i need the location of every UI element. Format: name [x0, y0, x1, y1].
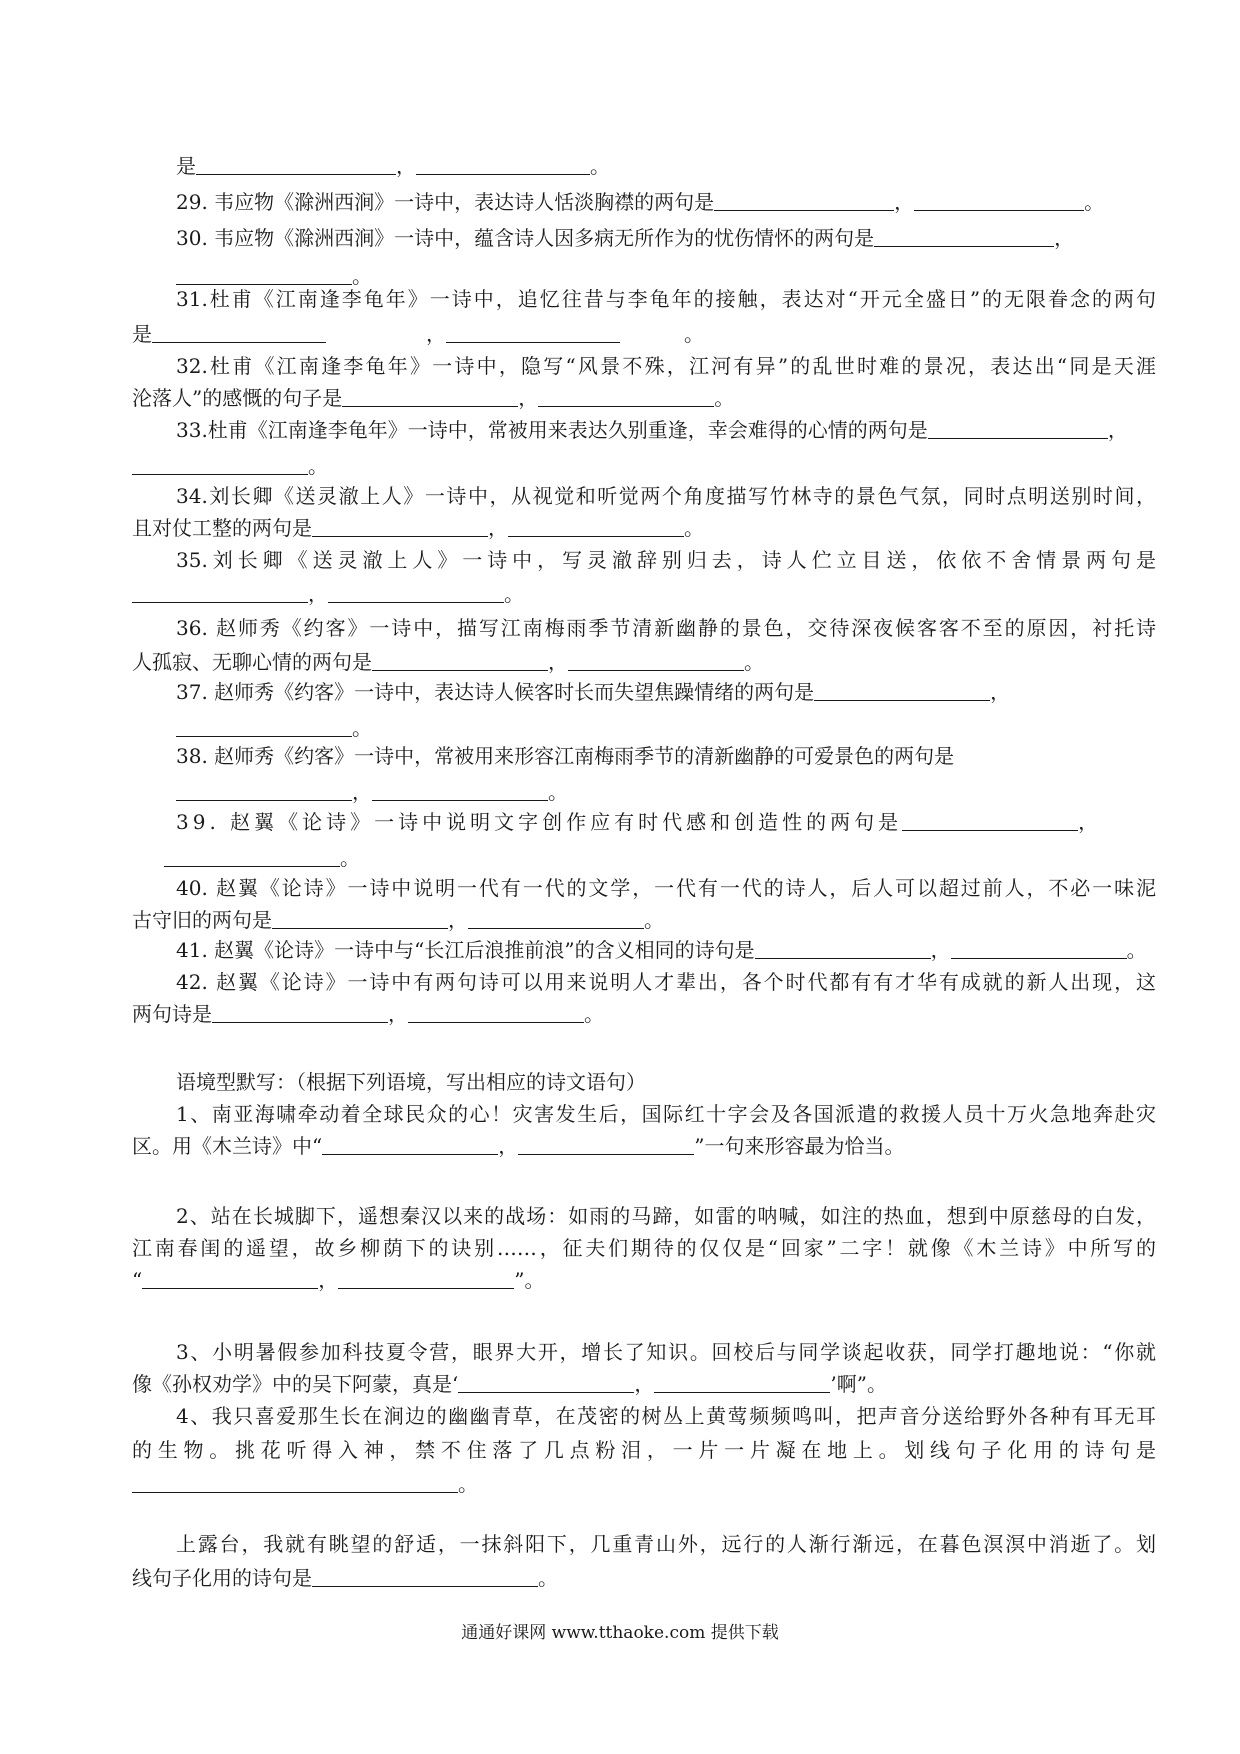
comma: ， [634, 1372, 655, 1396]
comma: ， [318, 1268, 339, 1292]
answer-blank[interactable] [654, 1370, 830, 1393]
period: 。 [1084, 190, 1105, 214]
question-36: 36. 赵师秀《约客》一诗中，描写江南梅雨季节清新幽静的景色，交待深夜候客客不至的原因，衬托诗 [176, 616, 1156, 640]
question-text: 30. 韦应物《滁洲西涧》一诗中，蕴含诗人因多病无所作为的忧伤情怀的两句是 [176, 226, 875, 250]
answer-blank[interactable] [322, 1132, 498, 1155]
answer-blank[interactable] [272, 906, 448, 929]
answer-blank[interactable] [196, 152, 396, 175]
comma: ， [396, 154, 416, 178]
period: 。 [458, 1472, 478, 1496]
question-text: 38. 赵师秀《约客》一诗中，常被用来形容江南梅雨季节的清新幽静的可爱景色的两句是 [176, 744, 955, 768]
context-2-cont [132, 1264, 544, 1296]
period: 。 [548, 780, 568, 804]
context-3: 3、小明暑假参加科技夏令营，眼界大开，增长了知识。回校后与同学谈起收获，同学打趣地说：“你就 [176, 1340, 1156, 1364]
comma: ， [388, 1002, 408, 1026]
answer-blank[interactable] [568, 648, 744, 671]
question-text: 人孤寂、无聊心情的两句是 [132, 650, 372, 674]
comma: ， [352, 780, 372, 804]
answer-blank[interactable] [874, 224, 1054, 247]
question-34: 34.刘长卿《送灵澈上人》一诗中，从视觉和听觉两个角度描写竹林寺的景色气氛，同时点明送别时间， [176, 484, 1156, 508]
question-35: 35.刘长卿《送灵澈上人》一诗中，写灵澈辞别归去，诗人伫立目送，依依不舍情景两句是 [176, 548, 1156, 572]
answer-blank[interactable] [164, 844, 340, 867]
answer-blank[interactable] [342, 384, 518, 407]
answer-blank[interactable] [446, 320, 620, 343]
period: 。 [684, 322, 704, 346]
comma: ， [1107, 418, 1128, 442]
answer-blank[interactable] [914, 188, 1084, 211]
answer-blank[interactable] [468, 906, 644, 929]
answer-blank[interactable] [212, 1000, 388, 1023]
question-34-cont [132, 512, 704, 544]
period: 。 [644, 908, 664, 932]
question-text: 是 [132, 322, 152, 346]
answer-blank[interactable] [951, 936, 1127, 959]
question-31: 31.杜甫《江南逢李龟年》一诗中，追忆往昔与李龟年的接触，表达对“开元全盛日”的无限眷念的两句 [176, 287, 1156, 311]
answer-blank[interactable] [132, 1470, 458, 1493]
comma: ， [1054, 226, 1075, 250]
period: 。 [352, 716, 372, 740]
answer-blank[interactable] [928, 416, 1108, 439]
period: 。 [584, 1002, 604, 1026]
comma: ， [426, 322, 446, 346]
context-text: 线句子化用的诗句是 [132, 1566, 312, 1590]
period: 。 [684, 516, 704, 540]
answer-blank[interactable] [372, 778, 548, 801]
question-text: 古守旧的两句是 [132, 908, 272, 932]
question-36-cont [132, 646, 764, 678]
question-31-cont [132, 318, 704, 350]
question-text: 33.杜甫《江南逢李龟年》一诗中，常被用来表达久别重逢，幸会难得的心情的两句是 [176, 418, 928, 442]
context-4-b: 的生物。挑花听得入神，禁不住落了几点粉泪，一片一片凝在地上。划线句子化用的诗句是 [132, 1438, 1156, 1462]
answer-blank[interactable] [176, 714, 352, 737]
answer-blank[interactable] [176, 778, 352, 801]
answer-blank[interactable] [132, 452, 308, 475]
context-3-cont [132, 1368, 887, 1400]
question-text: 37. 赵师秀《约客》一诗中，表达诗人候客时长而失望焦躁情绪的两句是 [176, 680, 815, 704]
answer-blank[interactable] [508, 514, 684, 537]
page-footer: 通通好课网 www.tthaoke.com 提供下载 [461, 1623, 779, 1643]
answer-blank[interactable] [312, 514, 488, 537]
period: 。 [744, 650, 764, 674]
comma: ， [308, 582, 328, 606]
answer-blank[interactable] [518, 1132, 694, 1155]
comma: ， [894, 190, 915, 214]
question-42-cont [132, 998, 604, 1030]
comma: ， [488, 516, 508, 540]
context-1-cont [132, 1130, 904, 1162]
question-38 [176, 740, 954, 772]
period: 。 [308, 454, 328, 478]
answer-blank[interactable] [132, 580, 308, 603]
question-32: 32.杜甫《江南逢李龟年》一诗中，隐写“风景不殊，江河有异”的乱世时难的景况，表达出“同是天涯 [176, 354, 1156, 378]
answer-blank[interactable] [814, 678, 990, 701]
context-5-cont [132, 1562, 558, 1594]
answer-blank[interactable] [152, 320, 326, 343]
question-33 [176, 414, 1128, 446]
period: 。 [340, 846, 360, 870]
answer-blank[interactable] [458, 1370, 634, 1393]
question-33-cont [132, 450, 328, 482]
context-text: 像《孙权劝学》中的吴下阿蒙，真是‘ [132, 1372, 459, 1396]
period: 。 [590, 154, 610, 178]
answer-blank[interactable] [312, 1564, 538, 1587]
answer-blank[interactable] [416, 152, 590, 175]
answer-blank[interactable] [328, 580, 504, 603]
question-text: 且对仗工整的两句是 [132, 516, 312, 540]
context-text: ”。 [514, 1268, 545, 1292]
question-37 [176, 676, 1010, 708]
question-text: 29. 韦应物《滁洲西涧》一诗中，表达诗人恬淡胸襟的两句是 [176, 190, 715, 214]
period: 。 [504, 582, 524, 606]
context-text: 区。用《木兰诗》中“ [132, 1134, 323, 1158]
q28-tail [176, 150, 610, 182]
question-30 [176, 222, 1074, 254]
question-text: 两句诗是 [132, 1002, 212, 1026]
answer-blank[interactable] [338, 1266, 514, 1289]
question-32-cont [132, 382, 734, 414]
context-1: 1、南亚海啸牵动着全球民众的心！灾害发生后，国际红十字会及各国派遣的救援人员十万火急地奔赴灾 [176, 1102, 1156, 1126]
question-35-cont [132, 578, 524, 610]
comma: ， [990, 680, 1011, 704]
comma: ， [1078, 810, 1099, 834]
q28-tail-text: 是 [176, 154, 196, 178]
context-2: 2、站在长城脚下，遥想秦汉以来的战场：如雨的马蹄，如雷的呐喊，如注的热血，想到中原慈母的白发， [176, 1204, 1156, 1228]
question-39 [176, 806, 1098, 838]
answer-blank[interactable] [142, 1266, 318, 1289]
question-41 [176, 934, 1147, 966]
answer-blank[interactable] [902, 808, 1078, 831]
context-text: ’啊”。 [830, 1372, 887, 1396]
question-text: 41. 赵翼《论诗》一诗中与“长江后浪推前浪”的含义相同的诗句是 [176, 938, 755, 962]
comma: ， [448, 908, 468, 932]
answer-blank[interactable] [408, 1000, 584, 1023]
section-heading: 语境型默写：（根据下列语境，写出相应的诗文语句） [176, 1070, 646, 1094]
question-38-cont [176, 776, 568, 808]
question-42: 42. 赵翼《论诗》一诗中有两句诗可以用来说明人才辈出，各个时代都有有才华有成就的新人出现，这 [176, 970, 1156, 994]
answer-blank[interactable] [538, 384, 714, 407]
context-text: “ [132, 1268, 143, 1292]
answer-blank[interactable] [176, 262, 352, 285]
context-4-cont [132, 1468, 478, 1500]
context-5: 上露台，我就有眺望的舒适，一抹斜阳下，几重青山外，远行的人渐行渐远，在暮色溟溟中消逝了。划 [176, 1532, 1156, 1556]
context-2-b: 江南春闺的遥望，故乡柳荫下的诀别……，征夫们期待的仅仅是“回家”二字！就像《木兰诗》中所写的 [132, 1236, 1156, 1260]
question-40-cont [132, 904, 664, 936]
context-text: ”一句来形容最为恰当。 [694, 1134, 905, 1158]
comma: ， [930, 938, 951, 962]
comma: ， [498, 1134, 519, 1158]
comma: ， [518, 386, 539, 410]
answer-blank[interactable] [755, 936, 931, 959]
answer-blank[interactable] [372, 648, 548, 671]
question-text: 39. 赵翼《论诗》一诗中说明文字创作应有时代感和创造性的两句是 [176, 810, 903, 834]
period: 。 [714, 386, 735, 410]
question-39-cont [164, 842, 360, 874]
period: 。 [538, 1566, 558, 1590]
answer-blank[interactable] [714, 188, 894, 211]
context-4: 4、我只喜爱那生长在涧边的幽幽青草，在茂密的树丛上黄莺频频鸣叫，把声音分送给野外各种有耳无耳 [176, 1404, 1156, 1428]
comma: ， [548, 650, 568, 674]
question-29 [176, 186, 1104, 218]
period: 。 [352, 264, 372, 288]
question-40: 40. 赵翼《论诗》一诗中说明一代有一代的文学，一代有一代的诗人，后人可以超过前人，不必一味泥 [176, 876, 1156, 900]
period: 。 [1126, 938, 1147, 962]
question-text: 沦落人”的感慨的句子是 [132, 386, 343, 410]
